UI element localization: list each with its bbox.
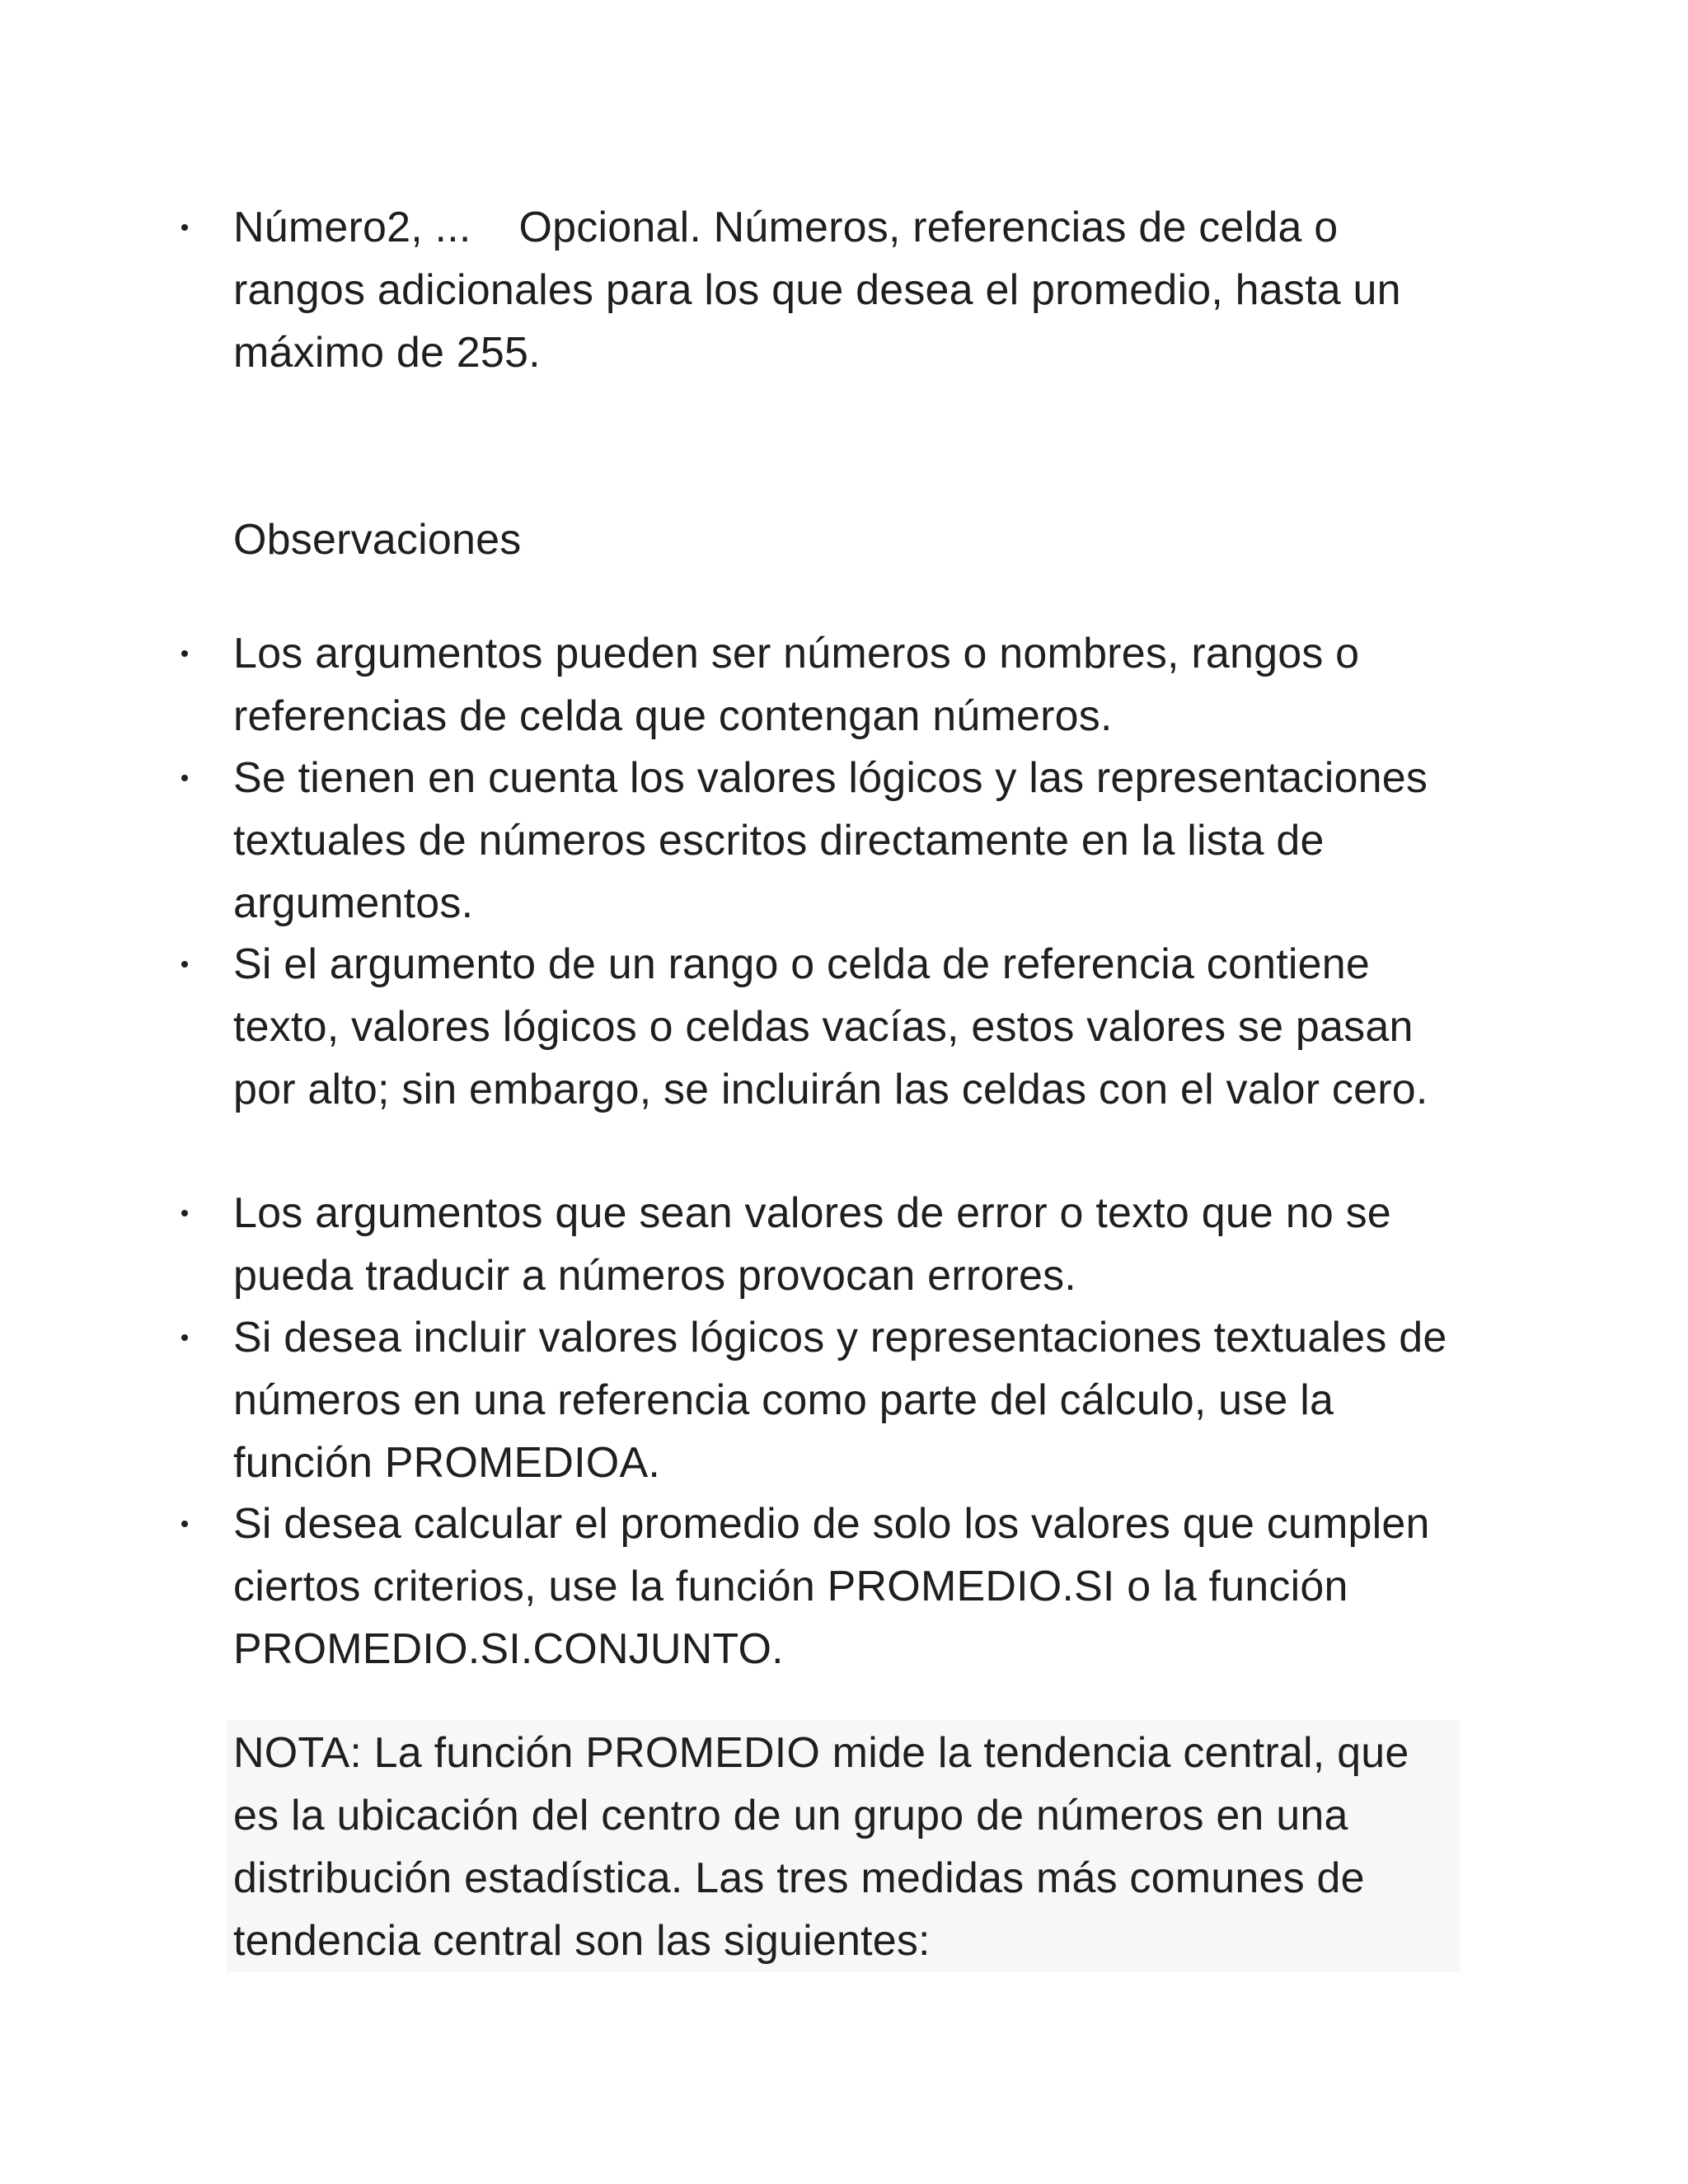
note-box bbox=[227, 1720, 1461, 1972]
list-item: Los argumentos pueden ser números o nombres, rangos o referencias de celda que contengan números. bbox=[233, 622, 1453, 748]
argument-description: Opcional. Números, referencias de celda o rangos adicionales para los que desea el promedio, hasta un máximo de 255. bbox=[233, 204, 1401, 377]
note-text: NOTA: La función PROMEDIO mide la tendencia central, que es la ubicación del centro de un grupo de números en una distribución estadística. Las tres medidas más comunes de tendencia central son las siguientes: bbox=[233, 1729, 1409, 1965]
observations-heading: Observaciones bbox=[233, 516, 522, 564]
list-item: Se tienen en cuenta los valores lógicos y las representaciones textuales de números escritos directamente en la lista de argumentos. bbox=[233, 747, 1453, 935]
list-item: Si desea calcular el promedio de solo los valores que cumplen ciertos criterios, use la función PROMEDIO.SI o la función PROMEDIO.SI.CONJUNTO. bbox=[233, 1493, 1453, 1680]
list-item: Los argumentos que sean valores de error o texto que no se pueda traducir a números provocan errores. bbox=[233, 1182, 1453, 1307]
list-item: Si desea incluir valores lógicos y representaciones textuales de números en una referencia como parte del cálculo, use la función PROMEDIOA. bbox=[233, 1306, 1453, 1494]
list-item-numero2 bbox=[233, 196, 1453, 384]
argument-term: Número2, ... bbox=[233, 204, 471, 251]
list-item: Si el argumento de un rango o celda de referencia contiene texto, valores lógicos o celdas vacías, estos valores se pasan por alto; sin embargo, se incluirán las celdas con el valor cero. bbox=[233, 933, 1453, 1121]
